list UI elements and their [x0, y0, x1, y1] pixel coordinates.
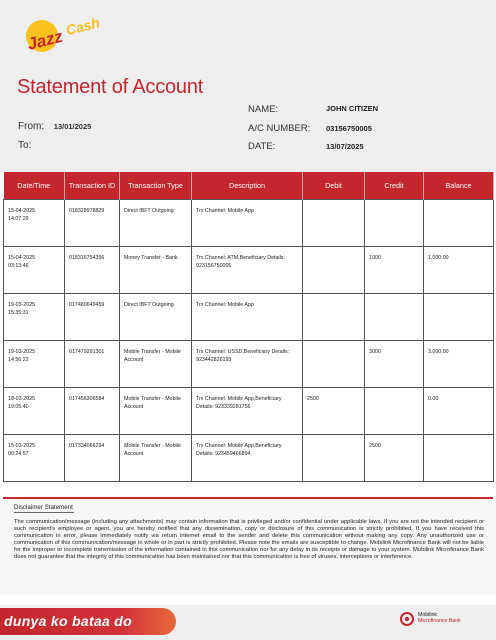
- cell-transaction-id: 017456306584: [65, 387, 120, 434]
- cell-description: Trx Channel: Mobile App,Beneficiary Details: 923459466894: [192, 434, 303, 481]
- jazzcash-logo: [20, 10, 120, 58]
- cell-credit: [365, 199, 424, 246]
- cell-datetime: [4, 434, 65, 481]
- cell-transaction-type: Direct IBFT Outgoing: [120, 293, 192, 340]
- cell-balance: 1,000.00: [424, 246, 494, 293]
- cell-date: 15-03-2025: [8, 442, 36, 449]
- cell-description: Trx Channel: USSD,Beneficiary Details: 923442826193: [192, 340, 303, 387]
- cell-transaction-id: 017334066294: [65, 434, 120, 481]
- slogan-text: dunya ko bataa do: [4, 613, 133, 629]
- table-row: [4, 340, 494, 387]
- cell-credit: 1000: [365, 246, 424, 293]
- page-footer: [0, 605, 496, 640]
- cell-debit: [303, 434, 365, 481]
- cell-date: 15-04-2025: [8, 207, 36, 214]
- cell-time: 19:05:40: [8, 403, 29, 410]
- cell-balance: [424, 434, 494, 481]
- cell-balance: [424, 293, 494, 340]
- slogan-banner: [0, 608, 176, 635]
- transactions-table: [3, 172, 494, 482]
- cell-description: Trx Channel: Mobile App,Beneficiary Details: 923339281756: [192, 387, 303, 434]
- cell-datetime: [4, 199, 65, 246]
- name-value: JOHN CITIZEN: [326, 104, 379, 113]
- cell-time: 14:07:29: [8, 215, 29, 222]
- cell-debit: [303, 340, 365, 387]
- disclaimer-divider: [3, 497, 493, 499]
- cell-datetime: [4, 246, 65, 293]
- cell-datetime: [4, 293, 65, 340]
- statement-header: [0, 0, 496, 172]
- from-value: 13/01/2025: [53, 122, 92, 131]
- name-label: NAME:: [248, 104, 279, 115]
- cell-transaction-id: 017479291301: [65, 340, 120, 387]
- cell-debit: [303, 246, 365, 293]
- cell-description: Trx Channel: Mobile App: [192, 293, 303, 340]
- cell-debit: 2500: [303, 387, 365, 434]
- cell-transaction-type: Mobile Transfer - Mobile Account: [120, 387, 192, 434]
- cell-time: 03:13:46: [8, 262, 29, 269]
- page-title: Statement of Account: [17, 76, 204, 98]
- mobilink-mark-icon: [400, 612, 414, 626]
- table-row: [4, 246, 494, 293]
- col-header-debit: Debit: [303, 172, 365, 199]
- date-label: DATE:: [248, 141, 276, 152]
- table-row: [4, 434, 494, 481]
- cell-date: 19-03-2025: [8, 348, 36, 355]
- cell-transaction-id: 018328978829: [65, 199, 120, 246]
- table-header-row: [4, 172, 494, 199]
- cell-transaction-id: 018316754356: [65, 246, 120, 293]
- cell-credit: [365, 293, 424, 340]
- account-label: A/C NUMBER:: [248, 123, 311, 134]
- col-header-datetime: Date/Time: [4, 172, 65, 199]
- bank-name-line1: Mobilink: [418, 612, 438, 618]
- cell-description: Trx Channel: Mobile App: [192, 199, 303, 246]
- cell-credit: 2500: [365, 434, 424, 481]
- svg-text:Jazz: Jazz: [25, 26, 65, 54]
- disclaimer-title-underline: [14, 512, 74, 513]
- bank-name-line2: Microfinance Bank: [418, 618, 461, 624]
- cell-balance: 0.00: [424, 387, 494, 434]
- cell-date: 18-03-2025: [8, 395, 36, 402]
- disclaimer-body: The communication/message (including any attachments) may contain information that is privileged and/or confidential under applicable laws. If you are not the intended recipient or such recipient's employee or agent, you are hereby notified that any dissemination, copy or disclosure of this communication is strictly prohibited. If you have received this communication in error, please immediately notify via return internet email to the sender and delete this communication without making any copy. Any unauthorized use or communication of this communication/message in whole or in part is strictly prohibited. Please note the emails are susceptible to change. Mobilink Microfinance Bank will not be liable for the improper or incomplete transmission of the information contained in this communication nor for any delay in its receipts or damage to your system. Mobilink Microfinance Bank does not guarantee that the integrity of this communication has been maintained nor that this communication is free of viruses, interceptions or interference.: [14, 519, 484, 560]
- table-row: [4, 387, 494, 434]
- cell-transaction-type: Direct IBFT Outgoing: [120, 199, 192, 246]
- svg-text:Cash: Cash: [64, 14, 102, 39]
- cell-credit: [365, 387, 424, 434]
- cell-transaction-id: 017480649459: [65, 293, 120, 340]
- cell-datetime: [4, 340, 65, 387]
- cell-time: 14:56:22: [8, 356, 29, 363]
- cell-debit: [303, 293, 365, 340]
- cell-transaction-type: Money Transfer - Bank: [120, 246, 192, 293]
- cell-balance: 3,000.00: [424, 340, 494, 387]
- col-header-balance: Balance: [424, 172, 494, 199]
- col-header-description: Description: [192, 172, 303, 199]
- cell-balance: [424, 199, 494, 246]
- to-label: To:: [18, 140, 32, 151]
- table-row: [4, 293, 494, 340]
- cell-date: 19-03-2025: [8, 301, 36, 308]
- from-label: From:: [18, 121, 45, 132]
- cell-time: 00:24:57: [8, 450, 29, 457]
- table-row: [4, 199, 494, 246]
- col-header-transaction-id: Transaction ID: [65, 172, 120, 199]
- cell-debit: [303, 199, 365, 246]
- cell-time: 15:35:31: [8, 309, 29, 316]
- col-header-transaction-type: Transaction Type: [120, 172, 192, 199]
- disclaimer-section: [0, 497, 496, 595]
- col-header-credit: Credit: [365, 172, 424, 199]
- account-value: 03156750005: [326, 124, 372, 133]
- cell-date: 15-04-2025: [8, 254, 36, 261]
- date-value: 13/07/2025: [326, 142, 364, 151]
- cell-datetime: [4, 387, 65, 434]
- cell-description: Trx Channel: ATM,Beneficiary Details: 923156750005: [192, 246, 303, 293]
- cell-transaction-type: Mobile Transfer - Mobile Account: [120, 340, 192, 387]
- cell-credit: 3000: [365, 340, 424, 387]
- cell-transaction-type: Mobile Transfer - Mobile Account: [120, 434, 192, 481]
- disclaimer-title: Disclaimer Statement: [14, 504, 73, 511]
- from-date-row: [18, 121, 91, 132]
